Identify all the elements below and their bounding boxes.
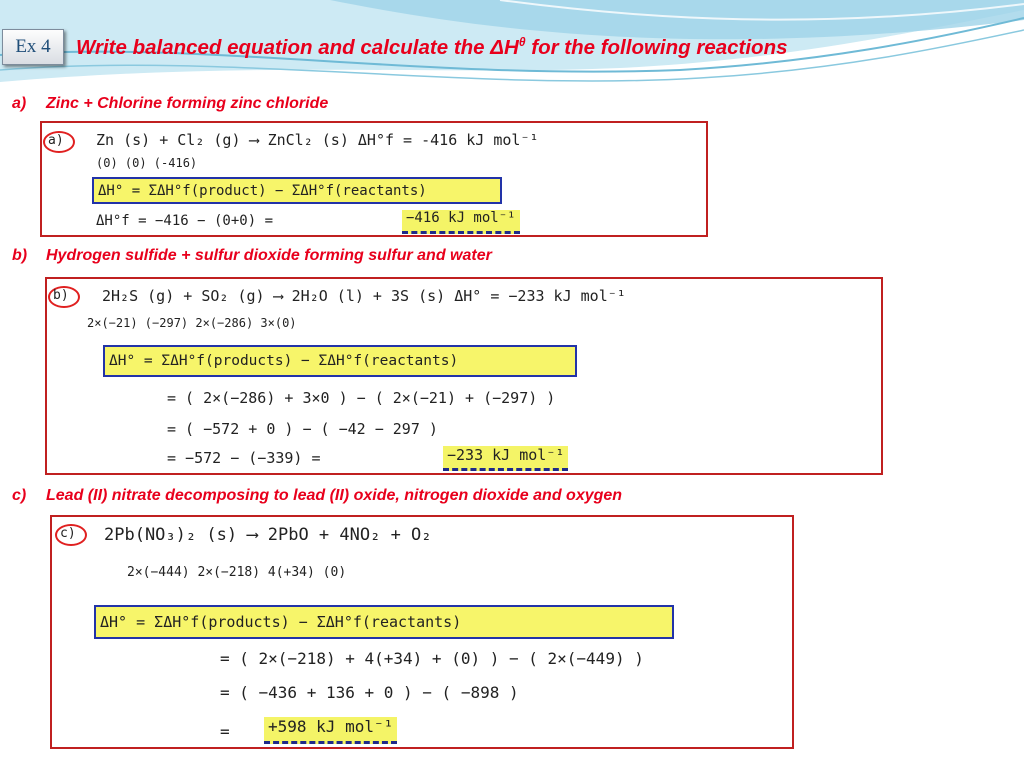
part-a-circle-label: a) [48,133,64,148]
part-b-formula-highlight [103,345,577,377]
part-c-letter: c) [12,487,27,504]
title-superscript: θ [518,35,526,49]
title-text-end: for the following reactions [525,35,788,59]
title-text-start: Write balanced equation and calculate the ΔH [76,35,519,59]
part-b-calc-line-1: = ( 2×(−286) + 3×0 ) − ( 2×(−21) + (−297) ) [167,389,556,407]
part-b-text: Hydrogen sulfide + sulfur dioxide forming sulfur and water [46,247,492,264]
part-b-solution-box [45,277,883,475]
part-a-solution-box [40,121,708,237]
part-c-formula-highlight [94,605,674,639]
part-b-equation: 2H₂S (g) + SO₂ (g) ⟶ 2H₂O (l) + 3S (s) ΔH° = −233 kJ mol⁻¹ [102,287,626,305]
part-c-enthalpy-values: 2×(−444) 2×(−218) 4(+34) (0) [127,565,347,580]
part-a-calculation: ΔH°f = −416 − (0+0) = [96,213,274,229]
part-a-text: Zinc + Chlorine forming zinc chloride [46,95,329,112]
part-c-text: Lead (II) nitrate decomposing to lead (II) oxide, nitrogen dioxide and oxygen [46,487,623,504]
part-a-letter: a) [12,95,27,112]
part-b-label [12,247,492,265]
part-a-formula-highlight [92,177,502,204]
part-b-formula: ΔH° = ΣΔH°f(products) − ΣΔH°f(reactants) [109,353,459,369]
part-c-calc-line-3: = [220,722,230,741]
part-b-calc-line-2: = ( −572 + 0 ) − ( −42 − 297 ) [167,420,438,438]
part-b-circle-label: b) [53,288,69,303]
part-b-enthalpy-values: 2×(−21) (−297) 2×(−286) 3×(0) [87,316,297,330]
page-title [76,35,788,60]
part-a-answer: −416 kJ mol⁻¹ [402,210,520,234]
part-b-answer: −233 kJ mol⁻¹ [443,446,568,471]
part-c-circle-label: c) [60,526,76,541]
part-a-formula: ΔH° = ΣΔH°f(product) − ΣΔH°f(reactants) [98,182,427,199]
part-c-calc-line-2: = ( −436 + 136 + 0 ) − ( −898 ) [220,683,519,702]
part-c-label [12,487,622,505]
part-c-formula: ΔH° = ΣΔH°f(products) − ΣΔH°f(reactants) [100,613,462,631]
part-a-enthalpy-values: (0) (0) (-416) [96,156,198,170]
part-a-equation: Zn (s) + Cl₂ (g) ⟶ ZnCl₂ (s) ΔH°f = -416 kJ mol⁻¹ [96,131,539,149]
part-c-calc-line-1: = ( 2×(−218) + 4(+34) + (0) ) − ( 2×(−449) ) [220,649,644,668]
example-badge: Ex 4 [2,29,64,65]
part-c-solution-box [50,515,794,749]
part-b-calc-line-3: = −572 − (−339) = [167,449,321,467]
part-a-label [12,95,328,113]
part-c-equation: 2Pb(NO₃)₂ (s) ⟶ 2PbO + 4NO₂ + O₂ [104,525,432,545]
part-b-letter: b) [12,247,28,264]
part-c-answer: +598 kJ mol⁻¹ [264,717,397,744]
